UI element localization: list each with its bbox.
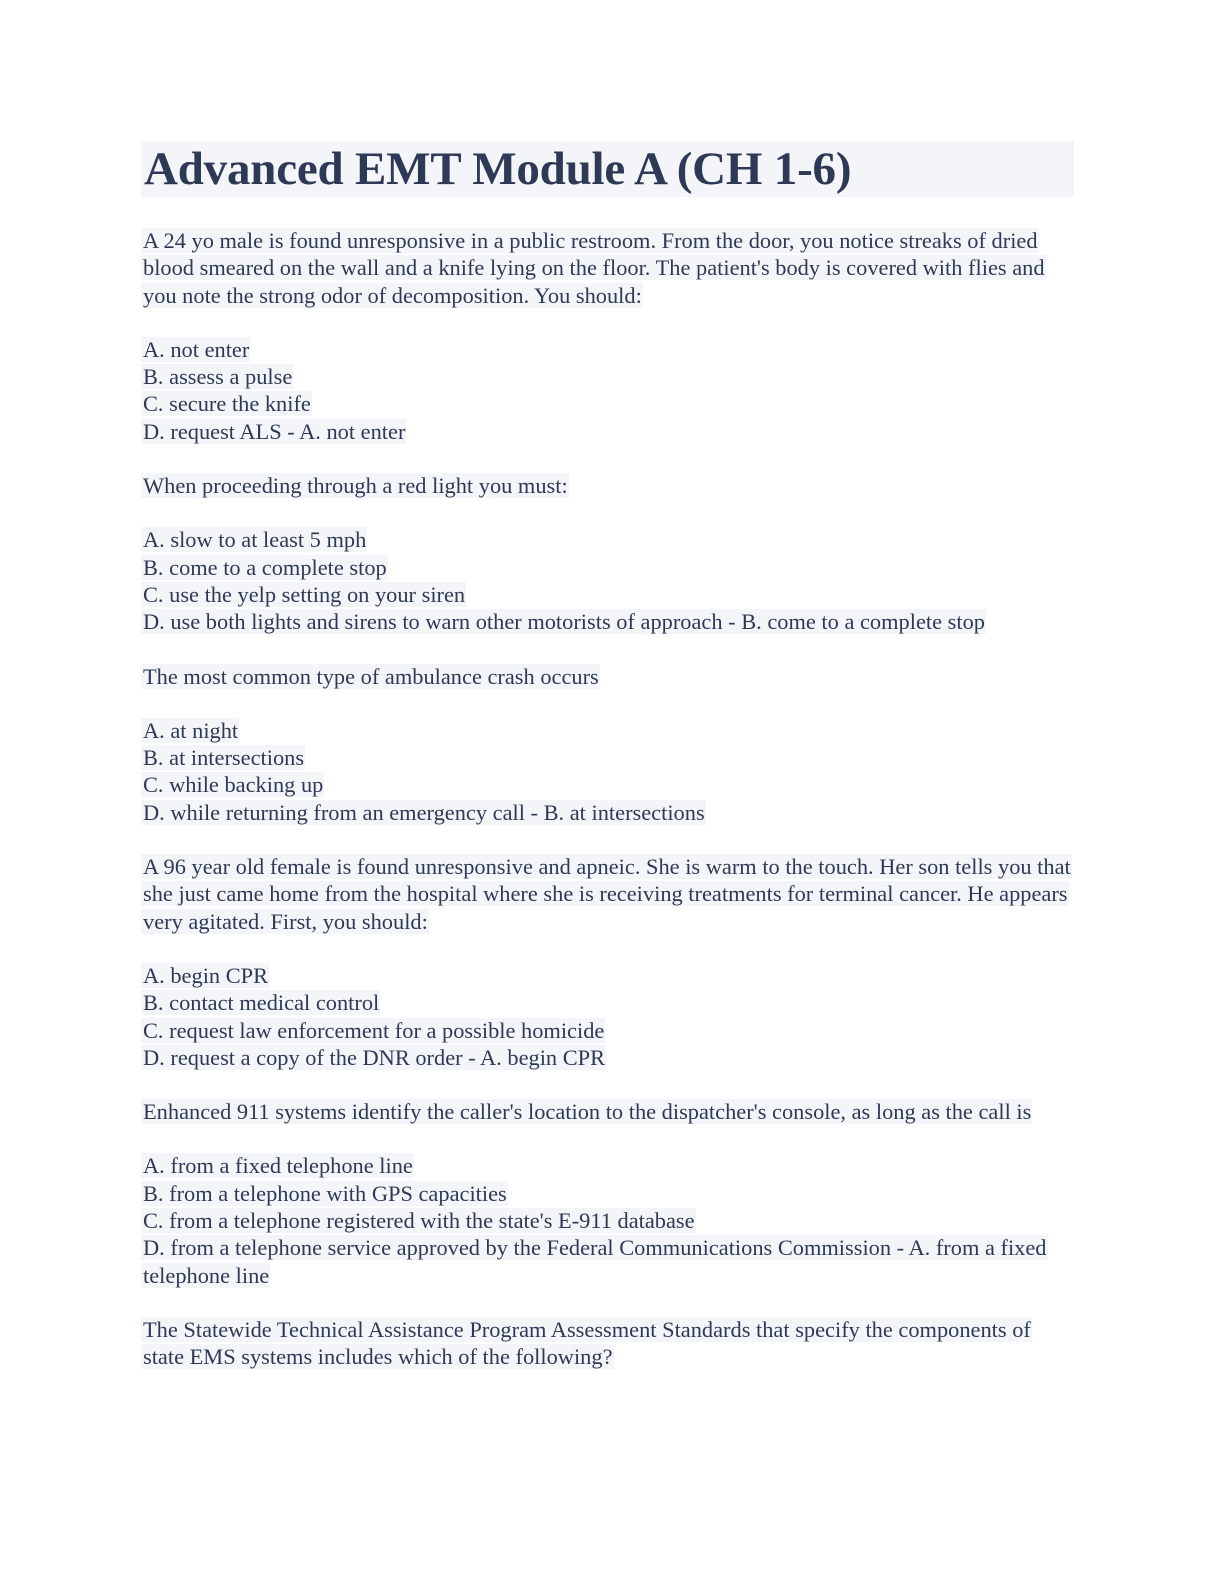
option-text: B. assess a pulse [143, 364, 293, 390]
option-text: A. from a fixed telephone line [143, 1153, 413, 1179]
question-stem-text: Enhanced 911 systems identify the caller's location to the dispatcher's console, as long as the call is [143, 1099, 1032, 1125]
option-text: B. come to a complete stop [143, 554, 387, 580]
option-item-answer [141, 799, 1076, 826]
option-text: A. begin CPR [143, 962, 269, 988]
question-stem [141, 853, 1076, 935]
question-stem [141, 1316, 1076, 1371]
option-list [141, 962, 1076, 1071]
option-text: A. not enter [143, 336, 250, 362]
option-text: D. request a copy of the DNR order - A. begin CPR [143, 1044, 606, 1070]
question-stem [141, 472, 1076, 499]
option-text: D. from a telephone service approved by the Federal Communications Commission - A. from a fixed telephone line [143, 1235, 1047, 1288]
option-text: C. request law enforcement for a possible homicide [143, 1017, 605, 1043]
question-stem-text: A 24 yo male is found unresponsive in a public restroom. From the door, you notice streaks of dried blood smeared on the wall and a knife lying on the floor. The patient's body is covered with flies and you note the strong odor of decomposition. You should: [143, 228, 1045, 308]
option-text: C. while backing up [143, 772, 324, 798]
option-item [141, 1207, 1076, 1234]
option-text: C. from a telephone registered with the state's E-911 database [143, 1208, 695, 1234]
option-text: C. use the yelp setting on your siren [143, 581, 466, 607]
option-text: C. secure the knife [143, 391, 311, 417]
option-item-answer [141, 1234, 1076, 1289]
option-item [141, 744, 1076, 771]
question-stem [141, 1098, 1076, 1125]
option-item-answer [141, 418, 1076, 445]
option-list [141, 717, 1076, 826]
question-stem-text: When proceeding through a red light you must: [143, 473, 568, 499]
option-item-answer [141, 1044, 1076, 1071]
option-item [141, 771, 1076, 798]
option-item [141, 336, 1076, 363]
option-text: B. from a telephone with GPS capacities [143, 1180, 507, 1206]
option-item-answer [141, 608, 1076, 635]
option-item [141, 363, 1076, 390]
question-stem-text: A 96 year old female is found unresponsive and apneic. She is warm to the touch. Her son tells you that she just came home from the hospital where she is receiving treatments for terminal cancer. He appears very agitated. First, you should: [143, 854, 1071, 934]
option-list [141, 1152, 1076, 1288]
option-list [141, 526, 1076, 635]
option-item [141, 1017, 1076, 1044]
option-item [141, 962, 1076, 989]
option-text: A. slow to at least 5 mph [143, 527, 367, 553]
option-item [141, 1180, 1076, 1207]
option-text: B. at intersections [143, 745, 305, 771]
option-item [141, 526, 1076, 553]
option-item [141, 1152, 1076, 1179]
option-list [141, 336, 1076, 445]
question-stem [141, 663, 1076, 690]
option-text: D. request ALS - A. not enter [143, 418, 406, 444]
option-text: D. while returning from an emergency call - B. at intersections [143, 799, 705, 825]
page-title: Advanced EMT Module A (CH 1-6) [144, 143, 852, 195]
option-item [141, 390, 1076, 417]
question-stem-text: The most common type of ambulance crash occurs [143, 663, 599, 689]
option-item [141, 717, 1076, 744]
option-item [141, 554, 1076, 581]
option-item [141, 989, 1076, 1016]
question-stem-text: The Statewide Technical Assistance Program Assessment Standards that specify the components of state EMS systems includes which of the following? [143, 1316, 1031, 1370]
question-stem [141, 227, 1076, 309]
document-page [141, 141, 1076, 1398]
option-text: A. at night [143, 717, 239, 743]
title-highlight [141, 141, 1074, 197]
option-text: B. contact medical control [143, 990, 380, 1016]
option-text: D. use both lights and sirens to warn other motorists of approach - B. come to a complete stop [143, 609, 985, 635]
option-item [141, 581, 1076, 608]
